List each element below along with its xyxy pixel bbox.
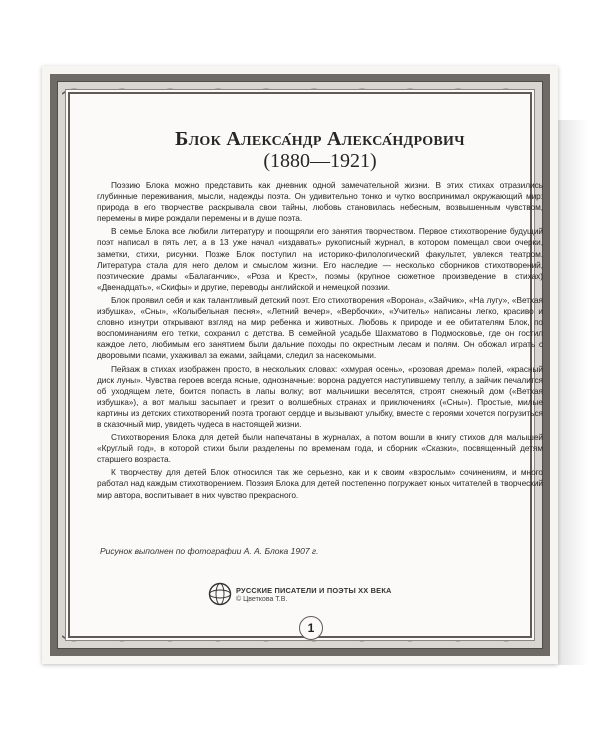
page-title: Блок Алекса́ндр Алекса́ндрович (175, 128, 465, 150)
copyright: © Цветкова Т.В. (236, 596, 288, 603)
frame-band (57, 81, 543, 649)
sheet-shadow (558, 120, 588, 665)
sfera-logo-icon (208, 582, 232, 606)
paragraph-1: Поэзию Блока можно представить как дневник одной замечательной жизни. В этих стихах отразились глубинные переживания, мысли, надежды поэта. Он удивительно тонко и чутко воспринимал окружающий мир: природа в его творчестве раскрывала свои тайны, любовь становилась небесным, возвышенным чувством, перемены в мире рождали перемены и в душе поэта. (97, 180, 543, 224)
text-panel (68, 92, 543, 638)
article-body (97, 128, 543, 503)
paragraph-5: Стихотворения Блока для детей были напечатаны в журналах, а потом вошли в книгу стихов для малышей «Круглый год», в которой стихи были разделены по временам года, и сборник «Сказки», посвященный детям старшего возраста. (97, 432, 543, 465)
paragraph-6: К творчеству для детей Блок относился так же серьезно, как и к своим «взрослым» сочинениям, и много работал над каждым стихотворением. Поэзия Блока для детей постепенно погружает юных читателей в творческий мир автора, воспитывает в них чувство прекрасного. (97, 467, 543, 500)
page-number: 1 (299, 616, 323, 640)
life-years: (1880—1921) (263, 150, 377, 172)
decorative-frame (50, 74, 550, 656)
paragraph-4: Пейзаж в стихах изображен просто, в нескольких словах: «хмурая осень», «розовая дрема» полей, «красный диск луны». Чувства героев всегда ясные, однозначные: ворона радуется наступившему теплу, а зайчик печалится об уходящем лете, боится попасть в лапы волку; вот мальчишки веселятся, строят снежный дом («Ветхая избушка»), а вот малыш засыпает и грезит о волшебных странах и приключениях («Сны»). Простые, милые картины из детских стихотворений поэта трогают сердце и вызывают улыбку, вместе с героями хочется погрузиться в сказочный мир, увидеть чудеса в настоящей жизни. (97, 363, 543, 429)
series-label: РУССКИЕ ПИСАТЕЛИ И ПОЭТЫ XX ВЕКА (236, 586, 392, 595)
paragraph-3: Блок проявил себя и как талантливый детский поэт. Его стихотворения «Ворона», «Зайчик», «На лугу», «Ветхая избушка», «Сны», «Колыбельная песня», «Летний вечер», «Вербочки», «Учитель» написаны легко, красиво и словно изнутри открывают взгляд на мир ребенка и животных. Любовь к природе и ее обитателям Блок, по воспоминаниям его тетки, сохранил с детства. В семейной усадьбе Шахматово в Подмосковье, где он гостил каждое лето, любимым его занятием были дальние походы по окрестным лесам и полям. Он обожал играть с дворовыми псами, ухаживал за ежами, зайцами, следил за насекомыми. (97, 294, 543, 361)
illustration-caption: Рисунок выполнен по фотографии А. А. Блока 1907 г. (100, 546, 319, 556)
paragraph-2: В семье Блока все любили литературу и поощряли его занятия творчеством. Первое стихотворение будущий поэт написал в пять лет, а в 13 уже начал «издавать» рукописный журнал, в котором помещал свои очерки, заметки, стихи, рисунки. Позже Блок поступил на историко-филологический факультет, увлекся театром. Литература стала для него делом и смыслом жизни. Его наследие — несколько сборников стихотворений, поэтические драмы «Балаганчик», «Роза и Крест», поэмы (крупное сюжетное произведение в стихах) «Двенадцать», «Скифы» и другие, переводы английской и немецкой поэзии. (97, 226, 543, 292)
document-sheet (42, 66, 558, 664)
